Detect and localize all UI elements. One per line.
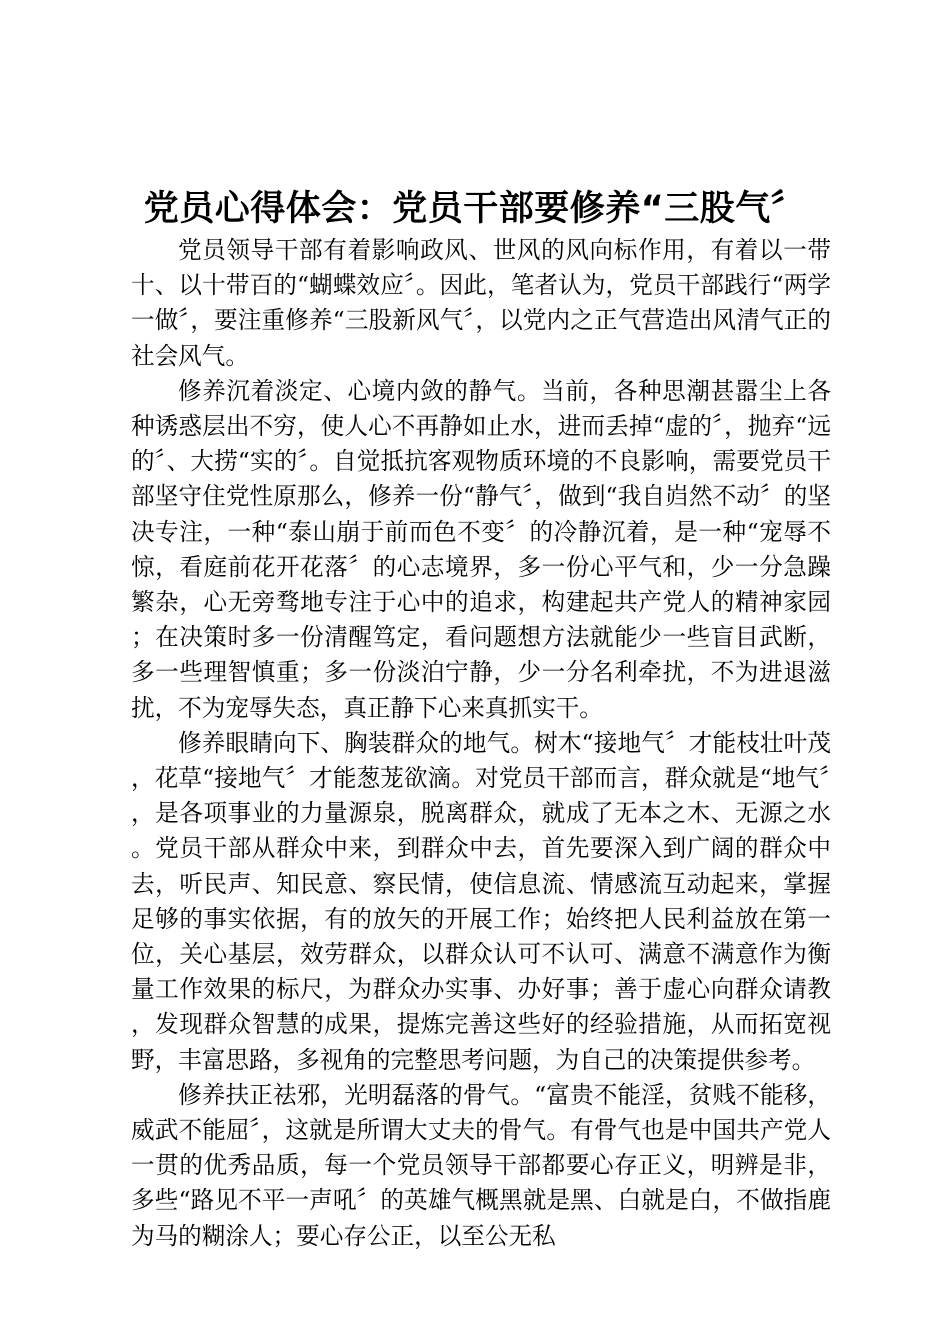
paragraph-backbone-spirit: 修养扶正祛邪，光明磊落的骨气。“富贵不能淫，贫贱不能移，威武不能屈〞，这就是所谓大丈夫的骨气。有骨气也是中国共产党人一贯的优秀品质，每一个党员领导干部都要心存正义，明辨是非，多些“路见不平一声吼〞的英雄气概黑就是黑、白就是白，不做指鹿为马的糊涂人；要心存公正，以至公无私 <box>131 1080 831 1250</box>
document-title: 党员心得体会：党员干部要修养“三股气〞 <box>143 189 807 229</box>
paragraph-grounded-spirit: 修养眼睛向下、胸装群众的地气。树木“接地气〞才能枝壮叶茂，花草“接地气〞才能葱茏欲滴。对党员干部而言，群众就是“地气〞，是各项事业的力量源泉，脱离群众，就成了无本之木、无源之水。党员干部从群众中来，到群众中去，首先要深入到广阔的群众中去，听民声、知民意、察民情，使信息流、情感流互动起来，掌握足够的事实依据，有的放矢的开展工作；始终把人民利益放在第一位，关心基层，效劳群众，以群众认可不认可、满意不满意作为衡量工作效果的标尺，为群众办实事、办好事；善于虚心向群众请教，发现群众智慧的成果，提炼完善这些好的经验措施，从而拓宽视野，丰富思路，多视角的完整思考问题，为自己的决策提供参考。 <box>131 728 831 1074</box>
document-body <box>131 233 831 1254</box>
paragraph-calm-spirit: 修养沉着淡定、心境内敛的静气。当前，各种思潮甚嚣尘上各种诱惑层出不穷，使人心不再静如止水，进而丢掉“虚的〞，抛弃“远的〞、大捞“实的〞。自觉抵抗客观物质环境的不良影响，需要党员干部坚守住党性原那么，修养一份“静气〞，做到“我自岿然不动〞的坚决专注，一种“泰山崩于前而色不变〞的冷静沉着，是一种“宠辱不惊，看庭前花开花落〞的心志境界，多一份心平气和，少一分急躁繁杂，心无旁骛地专注于心中的追求，构建起共产党人的精神家园；在决策时多一份清醒笃定，看问题想方法就能少一些盲目武断，多一些理智慎重；多一份淡泊宁静，少一分名利牵扰，不为进退滋扰，不为宠辱失态，真正静下心来真抓实干。 <box>131 376 831 722</box>
paragraph-intro: 党员领导干部有着影响政风、世风的风向标作用，有着以一带十、以十带百的“蝴蝶效应〞。因此，笔者认为，党员干部践行“两学一做〞，要注重修养“三股新风气〞，以党内之正气营造出风清气正的社会风气。 <box>131 236 831 370</box>
